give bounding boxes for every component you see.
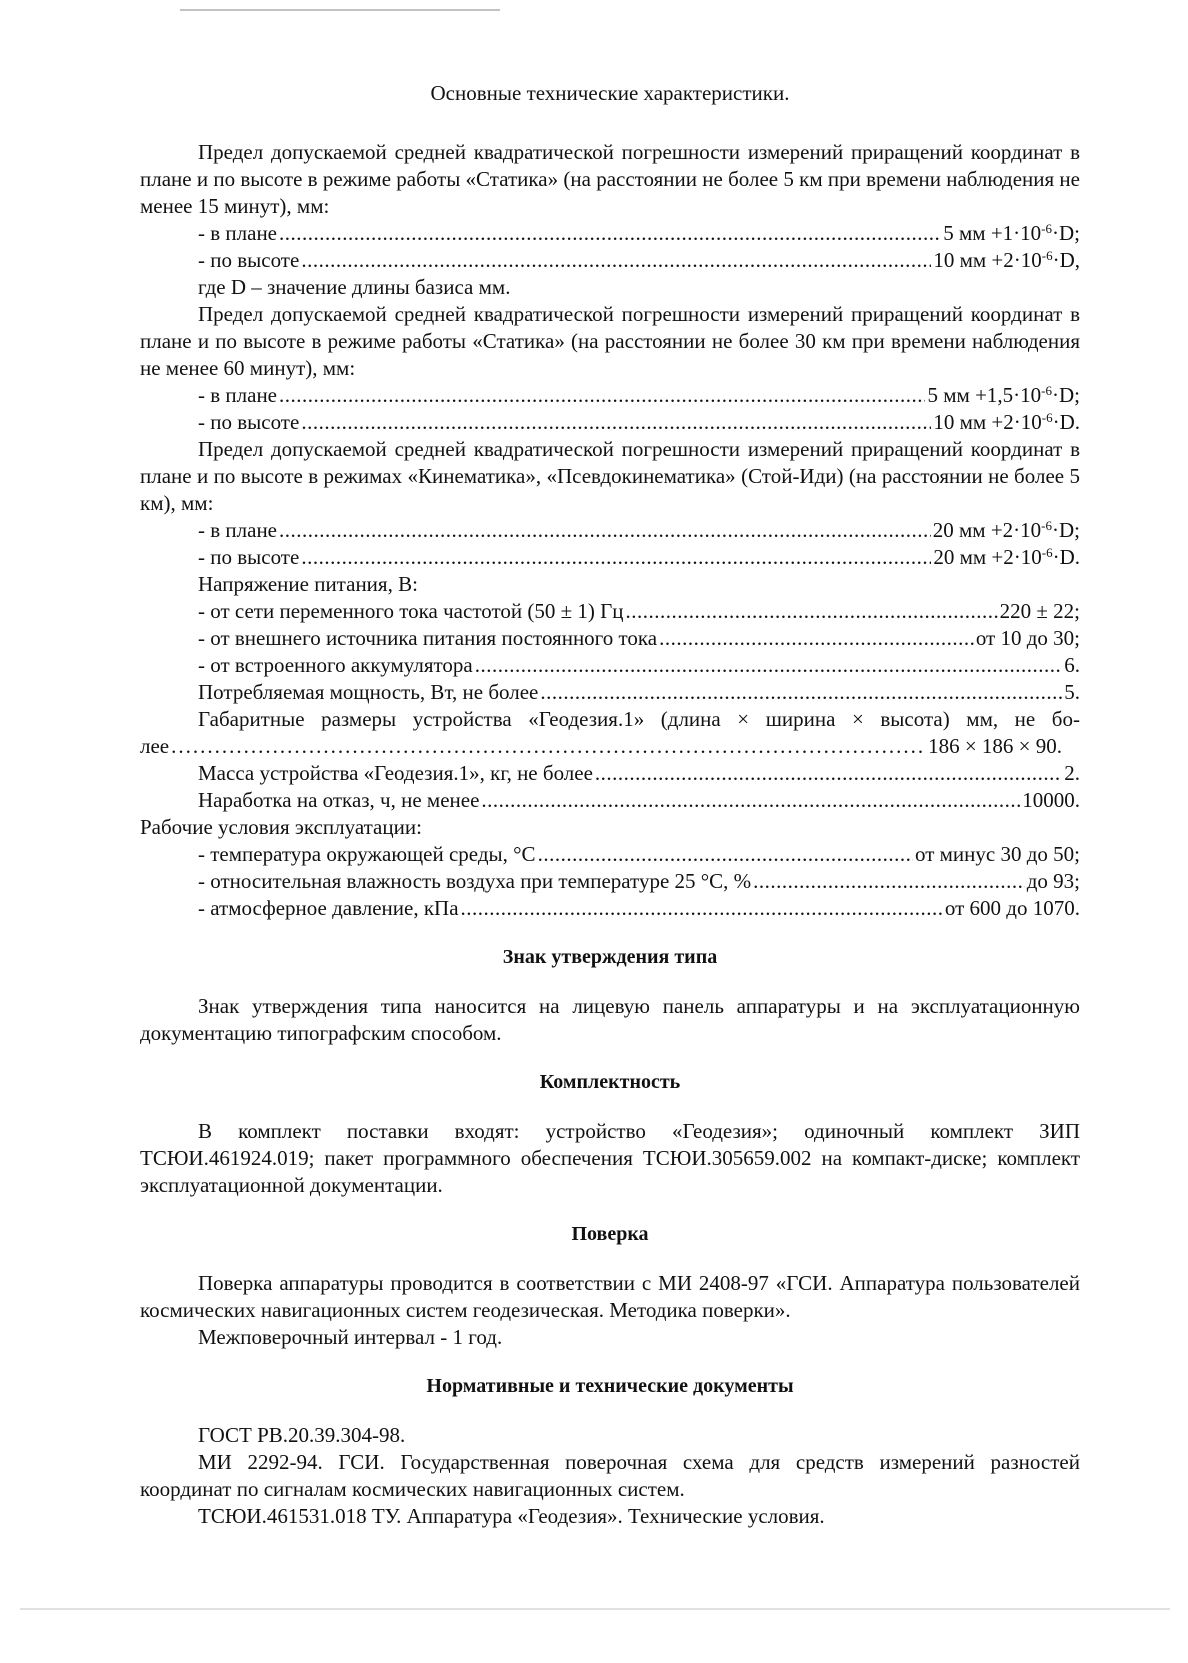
spec-value: 2.	[1064, 761, 1080, 785]
spec-row	[140, 220, 1080, 247]
normative-doc: МИ 2292-94. ГСИ. Государственная поверочная схема для средств измерений разностей координат по сигналам космических навигационных систем.	[140, 1450, 1080, 1501]
spec-row	[140, 895, 1080, 922]
spec-label: - по высоте	[198, 545, 300, 569]
dot-leader	[481, 787, 1020, 814]
spec-value: 10000.	[1022, 788, 1080, 812]
section-heading-completeness: Комплектность	[539, 1071, 681, 1093]
dot-leader	[279, 382, 925, 409]
spec-value: 20 мм $+2\cdot 10^{-6}\cdot D$.	[933, 545, 1080, 569]
section-heading-approval: Знак утверждения типа	[502, 946, 718, 968]
spec-value: 10 мм $+2\cdot 10^{-6}\cdot D$.	[933, 410, 1080, 434]
spec-value: 5 мм $+1,5\cdot 10^{-6}\cdot D$;	[927, 383, 1080, 407]
scan-artifact-top	[180, 9, 500, 11]
spec-value: 220 ± 22;	[999, 599, 1080, 623]
spec-row	[140, 868, 1080, 895]
dot-leader	[461, 895, 943, 922]
spec-value: 20 мм $+2\cdot 10^{-6}\cdot D$;	[932, 518, 1080, 542]
spec-label: Масса устройства «Геодезия.1», кг, не более	[198, 761, 593, 785]
spec-static30-intro: Предел допускаемой средней квадратической погрешности измерений приращений координат в плане и по высоте в режиме работы «Статика» (на расстоянии не более 30 км при времени наблюдения не менее 60 минут), мм:	[140, 302, 1080, 380]
spec-row	[140, 625, 1080, 652]
spec-row	[140, 517, 1080, 544]
dot-leader	[475, 652, 1063, 679]
section-text-completeness: В комплект поставки входят: устройство «Геодезия»; одиночный комплект ЗИП ТСЮИ.461924.019; пакет программного обеспечения ТСЮИ.305659.002 на компакт-диске; комплект эксплуатационной документации.	[140, 1119, 1080, 1197]
dot-leader	[753, 868, 1025, 895]
spec-label: - по высоте	[198, 410, 300, 434]
dot-leader	[301, 247, 931, 274]
section-heading-verification: Поверка	[571, 1223, 649, 1245]
spec-value: 186 × 186 × 90.	[928, 734, 1062, 758]
spec-static5-intro: Предел допускаемой средней квадратической погрешности измерений приращений координат в плане и по высоте в режиме работы «Статика» (на расстоянии не более 5 км при времени наблюдения не менее 15 минут), мм:	[140, 140, 1080, 218]
dot-leader	[171, 733, 926, 760]
spec-row	[140, 409, 1080, 436]
normative-doc: ГОСТ РВ.20.39.304-98.	[198, 1423, 406, 1447]
scan-artifact-bottom	[20, 1608, 1170, 1610]
dot-leader	[301, 544, 931, 571]
dot-leader	[595, 760, 1062, 787]
spec-value: 5 мм $+1\cdot 10^{-6}\cdot D$;	[943, 221, 1080, 245]
spec-label: - от встроенного аккумулятора	[198, 653, 473, 677]
power-heading: Напряжение питания, В:	[198, 572, 418, 596]
spec-label: - от внешнего источника питания постоянного тока	[198, 626, 658, 650]
spec-dimensions-line1: Габаритные размеры устройства «Геодезия.1» (длина × ширина × высота) мм, не бо-	[198, 707, 1080, 731]
document-title: Основные технические характеристики.	[430, 81, 790, 105]
operating-heading: Рабочие условия эксплуатации:	[140, 815, 422, 839]
dot-leader	[301, 409, 931, 436]
spec-row	[140, 652, 1080, 679]
dot-leader	[625, 598, 997, 625]
spec-label: - атмосферное давление, кПа	[198, 896, 459, 920]
section-text-approval: Знак утверждения типа наносится на лицевую панель аппаратуры и на эксплуатационную документацию типографским способом.	[140, 994, 1080, 1045]
normative-doc: ТСЮИ.461531.018 ТУ. Аппаратура «Геодезия». Технические условия.	[198, 1504, 825, 1528]
spec-value: от 600 до 1070.	[944, 896, 1080, 920]
spec-label: - от сети переменного тока частотой (50 ± 1) Гц	[198, 599, 624, 623]
spec-label: - в плане	[198, 518, 278, 542]
spec-label: - по высоте	[198, 248, 300, 272]
spec-row	[140, 733, 1080, 760]
spec-value: 5.	[1064, 680, 1080, 704]
dot-leader	[540, 679, 1062, 706]
document-page	[140, 80, 1080, 1530]
dot-leader	[659, 625, 974, 652]
spec-label: - температура окружающей среды, °С	[198, 842, 536, 866]
spec-label: Наработка на отказ, ч, не менее	[198, 788, 480, 812]
spec-row	[140, 679, 1080, 706]
spec-label: - в плане	[198, 383, 278, 407]
section-heading-normative: Нормативные и технические документы	[426, 1375, 794, 1397]
spec-row	[140, 760, 1080, 787]
spec-kinematic-intro: Предел допускаемой средней квадратической погрешности измерений приращений координат в плане и по высоте в режимах «Кинематика», «Псевдокинематика» (Стой-Иди) (на расстоянии не более 5 км), мм:	[140, 437, 1080, 515]
spec-label: - в плане	[198, 221, 278, 245]
spec-value: от минус 30 до 50;	[914, 842, 1080, 866]
verification-interval: Межповерочный интервал - 1 год.	[198, 1325, 503, 1349]
dot-leader	[279, 220, 941, 247]
spec-label: Потребляемая мощность, Вт, не более	[198, 680, 539, 704]
spec-row	[140, 544, 1080, 571]
spec-row	[140, 787, 1080, 814]
spec-row	[140, 598, 1080, 625]
spec-label: - относительная влажность воздуха при температуре 25 °С, %	[198, 869, 752, 893]
spec-value: 10 мм $+2\cdot 10^{-6}\cdot D$,	[933, 248, 1080, 272]
dot-leader	[538, 841, 913, 868]
spec-value: 6.	[1064, 653, 1080, 677]
spec-row	[140, 247, 1080, 274]
spec-value: от 10 до 30;	[975, 626, 1080, 650]
spec-label: лее	[140, 734, 170, 758]
spec-row	[140, 382, 1080, 409]
spec-value: до 93;	[1026, 869, 1080, 893]
dot-leader	[279, 517, 931, 544]
spec-row	[140, 841, 1080, 868]
section-text-verification: Поверка аппаратуры проводится в соответствии с МИ 2408-97 «ГСИ. Аппаратура пользователей космических навигационных систем геодезическая. Методика поверки».	[140, 1271, 1080, 1322]
spec-note: где D – значение длины базиса мм.	[198, 275, 511, 299]
